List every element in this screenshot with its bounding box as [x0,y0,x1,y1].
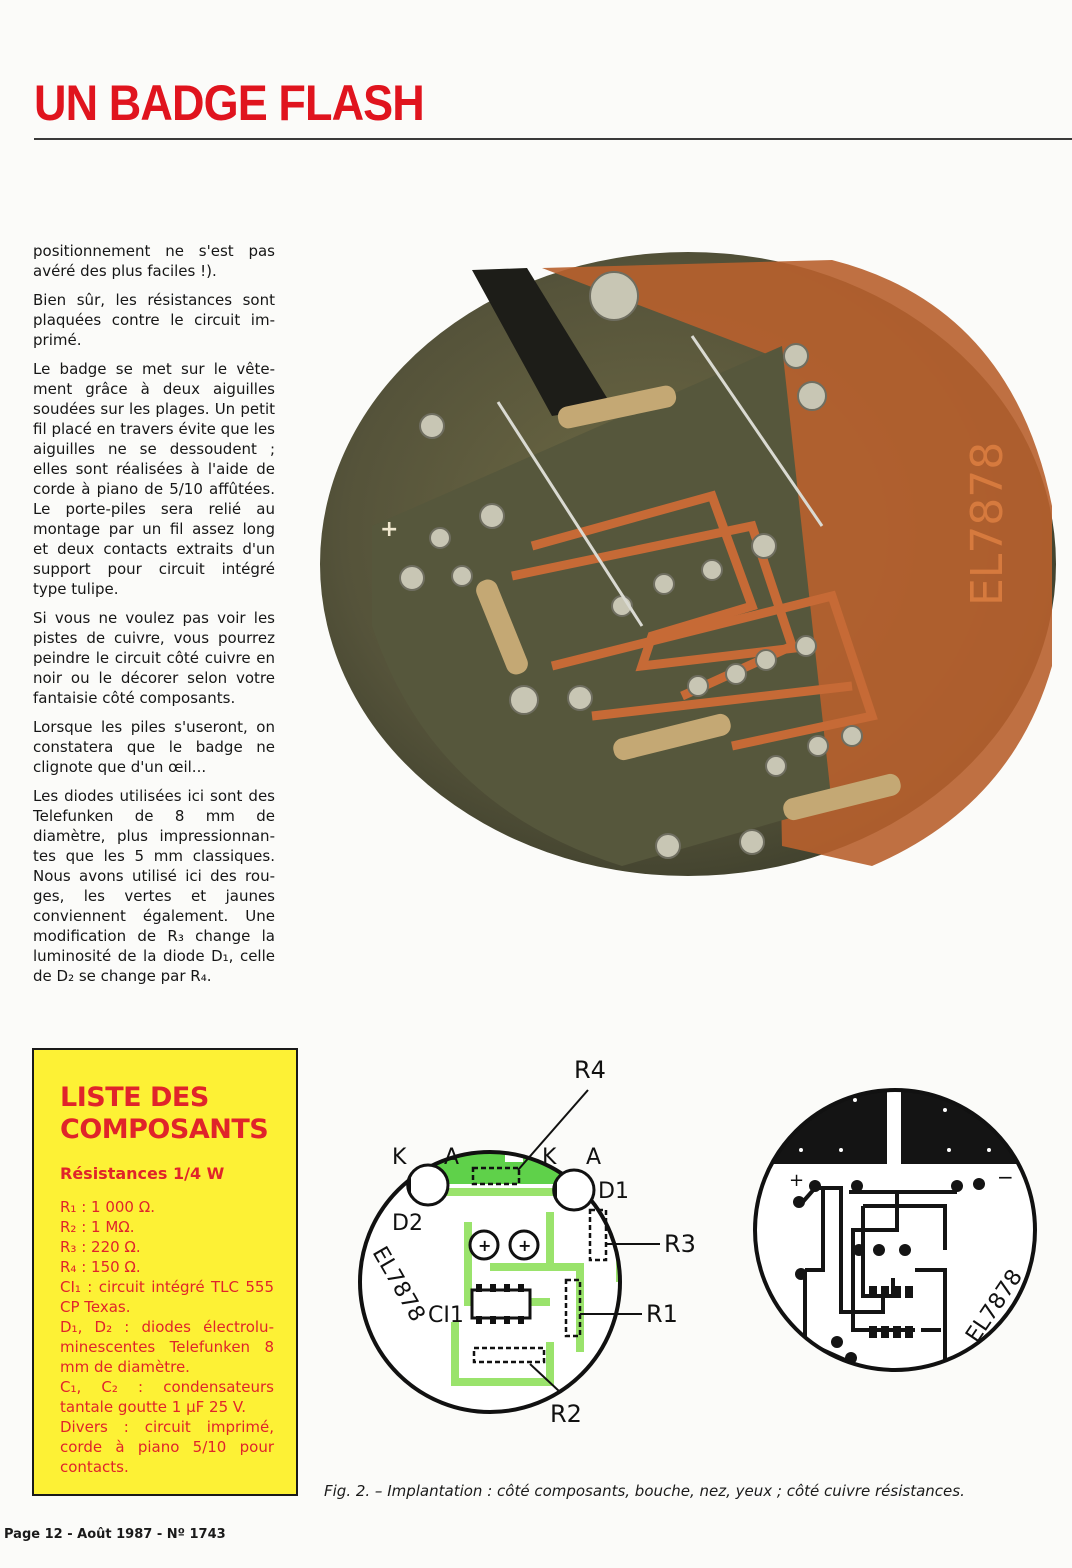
article-paragraph: positionnement ne s'est pas avéré des plus faciles !). [33,242,275,280]
label-r1: R1 [646,1300,678,1328]
svg-text:+: + [518,1236,532,1255]
header-rule [34,138,1072,140]
component-side-diagram [350,1052,710,1432]
article-paragraph: Les diodes utilisées ici sont des Telefunken de 8 mm de diamètre, plus impressionnantes que les 5 mm classiques. Nous avons utilisé ici des rouges, les vertes et jaunes conviennent également. Une modification de R₃ change la luminosité de la diode D₁, celle de D₂ se change par R₄. [33,787,275,985]
parts-list [60,1197,274,1477]
label-k-left: K [392,1145,407,1170]
label-d1: D1 [598,1179,629,1204]
page-footer: Page 12 - Août 1987 - Nº 1743 [4,1527,226,1542]
figure-caption: Fig. 2. – Implantation : côté composants, bouche, nez, yeux ; côté cuivre résistances. [324,1482,965,1500]
label-r4: R4 [574,1056,606,1084]
copper-side-diagram [745,1080,1045,1390]
svg-text:+: + [478,1236,492,1255]
article-paragraph: Le badge se met sur le vêtement grâce à deux aiguilles soudées sur les plages. Un petit fil placé en travers évite que les aiguilles ne se dessoudent ; elles sont réalisées à l'aide de corde à piano de 5/10 affûtées. Le porte-piles sera relié au montage par un fil assez long et deux contacts extraits d'un support pour circuit intégré type tulipe. [33,360,275,598]
parts-list-item: Divers : circuit imprimé, corde à piano 5/10 pour contacts. [60,1418,274,1476]
parts-list-item: R₂ : 1 MΩ. [60,1218,135,1236]
parts-list-item: D₁, D₂ : diodes électroluminescentes Telefunken 8 mm de diamètre. [60,1318,274,1376]
diode-d1 [552,1170,594,1210]
label-marking-left: EL7878 [366,1242,430,1327]
board-marking: EL7878 [962,441,1013,606]
parts-list-item: C₁, C₂ : condensateurs tantale goutte 1 µF 25 V. [60,1378,274,1416]
label-marking-right: EL7878 [961,1265,1028,1348]
article-column [33,241,275,995]
label-r2: R2 [550,1400,582,1428]
label-a-right: A [586,1145,602,1170]
parts-list-box [32,1048,298,1496]
label-a-left: A [444,1145,460,1170]
circuit-board-photo [312,246,1072,886]
article-title: UN BADGE FLASH [34,75,424,131]
article-paragraph: Lorsque les piles s'useront, on constatera que le badge ne clignote que d'un œil... [33,718,275,776]
parts-list-item: R₃ : 220 Ω. [60,1238,141,1256]
plus-marking: + [380,517,399,542]
label-ci1: CI1 [428,1303,464,1328]
label-d2: D2 [392,1211,423,1236]
label-minus: − [997,1165,1014,1189]
parts-list-item: CI₁ : circuit intégré TLC 555 CP Texas. [60,1278,274,1316]
article-paragraph: Bien sûr, les résistances sont plaquées contre le circuit imprimé. [33,291,275,349]
parts-list-item: R₁ : 1 000 Ω. [60,1198,155,1216]
parts-list-subtitle: Résistances 1/4 W [60,1164,225,1183]
article-paragraph: Si vous ne voulez pas voir les pistes de cuivre, vous pourrez peindre le circuit côté cuivre en noir ou le décorer selon votre fantaisie côté composants. [33,609,275,707]
ic-ci1 [472,1290,530,1318]
parts-list-item: R₄ : 150 Ω. [60,1258,141,1276]
label-k-right: K [542,1145,557,1170]
diode-d2 [406,1165,448,1205]
parts-list-title: LISTE DES COMPOSANTS [60,1082,269,1145]
label-r3: R3 [664,1230,696,1258]
label-plus: + [789,1170,805,1191]
